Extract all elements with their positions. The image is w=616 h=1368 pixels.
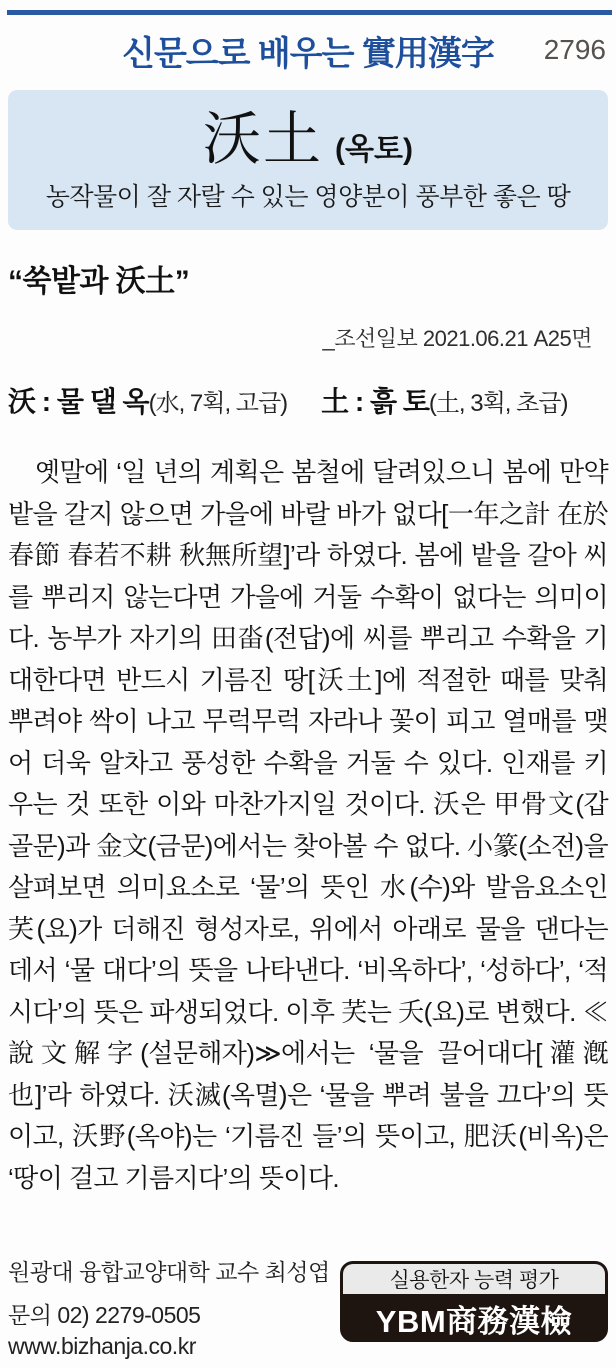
author-name: 원광대 융합교양대학 교수 최성엽 xyxy=(8,1259,330,1285)
featured-word-hanja: 沃土 xyxy=(203,104,324,173)
character-entry-ok xyxy=(8,380,287,420)
website-link[interactable]: www.bizhanja.co.kr xyxy=(8,1333,196,1359)
author-block xyxy=(8,1254,330,1360)
character-entry-to xyxy=(321,380,567,420)
character-head: 土 : 흙 토 xyxy=(321,386,429,417)
badge-top-label: 실용한자 능력 평가 xyxy=(343,1264,605,1296)
featured-word-definition: 농작물이 잘 자랄 수 있는 영양분이 풍부한 좋은 땅 xyxy=(45,182,571,211)
featured-word-box xyxy=(8,90,608,230)
character-detail: (水, 7획, 고급) xyxy=(148,390,288,417)
featured-word-line xyxy=(203,104,413,173)
featured-word-reading: (옥토) xyxy=(335,132,413,166)
character-detail: (土, 3획, 초급) xyxy=(428,390,568,417)
top-rule-divider xyxy=(7,10,612,15)
column-title: 신문으로 배우는 實用漢字 xyxy=(122,35,494,73)
column-header xyxy=(0,26,616,75)
character-head: 沃 : 물 댈 옥 xyxy=(8,386,149,417)
character-info-row xyxy=(8,380,567,420)
article-source: _조선일보 2021.06.21 A25면 xyxy=(322,326,592,351)
ybm-exam-badge xyxy=(340,1261,608,1342)
article-body: 옛말에 ‘일 년의 계획은 봄철에 달려있으니 봄에 만약 밭을 갈지 않으면 가을에 바랄 바가 없다[一年之計 在於春節 春若不耕 秋無所望]’라 하였다. 봄에 밭을 갈아 씨를 뿌리지 않는다면 가을에 거둘 수확이 없다는 의미이다. 농부가 자기의 田畓(전답)에 씨를 뿌리고 수확을 기대한다면 반드시 기름진 땅[沃土]에 적절한 때를 맞춰 뿌려야 싹이 나고 무럭무럭 자라나 꽃이 피고 열매를 맺어 더욱 알차고 풍성한 수확을 거둘 수 있다. 인재를 키우는 것 또한 이와 마찬가지일 것이다. 沃은 甲骨文(갑골문)과 金文(금문)에서는 찾아볼 수 없다. 小篆(소전)을 살펴보면 의미요소로 ‘물’의 뜻인 水(수)와 발음요소인 芺(요)가 더해진 형성자로, 위에서 아래로 물을 댄다는 데서 ‘물 대다’의 뜻을 나타낸다. ‘비옥하다’, ‘성하다’, ‘적시다’의 뜻은 파생되었다. 이후 芺는 夭(요)로 변했다. ≪說文解字(설문해자)≫에서는 ‘물을 끌어대다[灌漑也]’라 하였다. 沃滅(옥멸)은 ‘물을 뿌려 불을 끄다’의 뜻이고, 沃野(옥야)는 ‘기름진 들’의 뜻이고, 肥沃(비옥)은 ‘땅이 걸고 기름지다’의 뜻이다. xyxy=(8,457,608,1193)
article-headline-quote: “쑥밭과 沃土” xyxy=(8,265,190,298)
contact-phone: 문의 02) 2279-0505 xyxy=(8,1302,201,1328)
issue-number: 2796 xyxy=(543,34,606,65)
badge-brand-label: YBM商務漢檢 xyxy=(343,1296,605,1341)
